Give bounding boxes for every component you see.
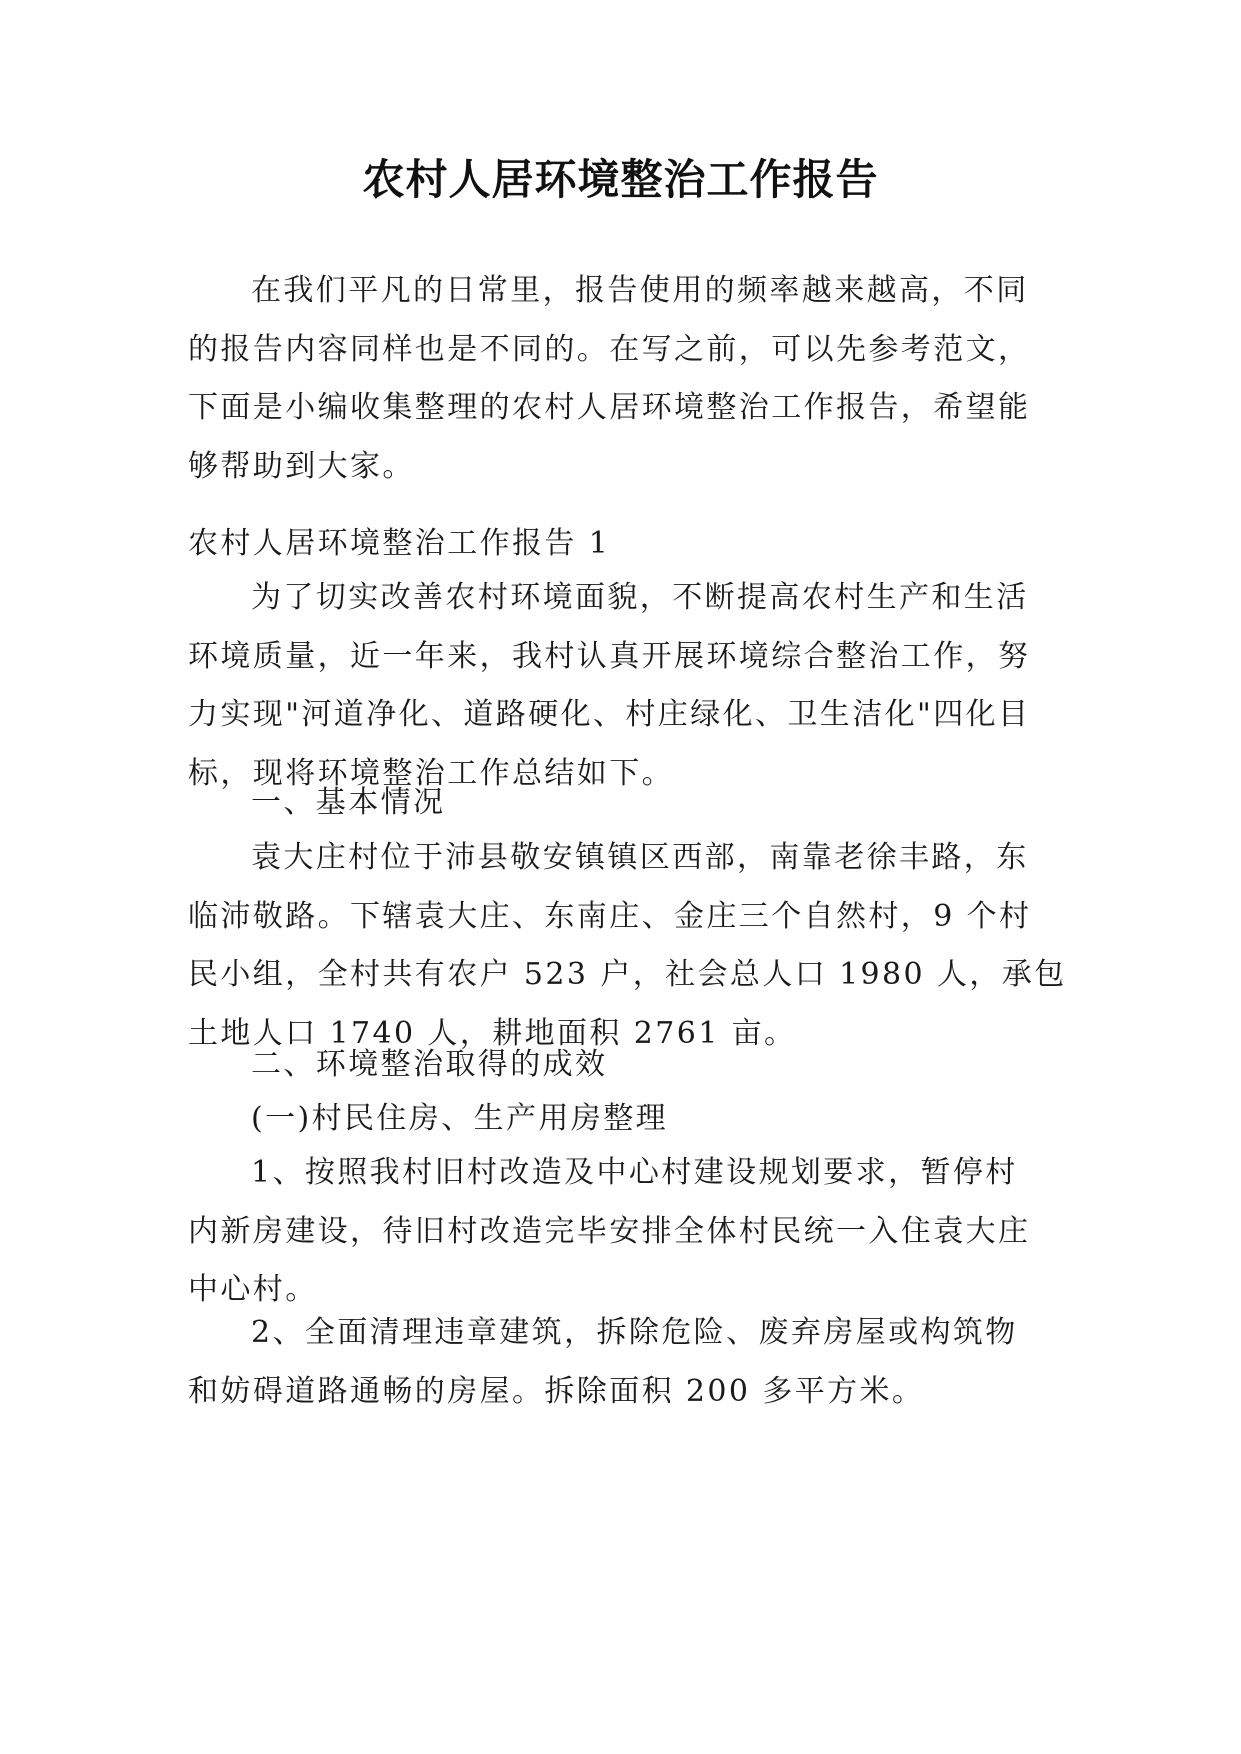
heading-results-text: 二、环境整治取得的成效 bbox=[251, 1047, 608, 1082]
p1-line-3: 力实现"河道净化、道路硬化、村庄绿化、卫生洁化"四化目 bbox=[188, 697, 1031, 732]
heading-housing bbox=[188, 1090, 1056, 1149]
p2-line-1: 袁大庄村位于沛县敬安镇镇区西部，南靠老徐丰路，东 bbox=[251, 840, 1029, 875]
paragraph-4 bbox=[188, 1304, 1056, 1421]
p2-line-4: 土地人口 1740 人，耕地面积 2761 亩。 bbox=[188, 1015, 797, 1051]
heading-basic-info bbox=[188, 774, 1056, 833]
section-title-text: 农村人居环境整治工作报告 1 bbox=[188, 526, 611, 561]
heading-basic-info-text: 一、基本情况 bbox=[251, 785, 446, 820]
paragraph-1 bbox=[188, 569, 1056, 803]
p1-line-2: 环境质量，近一年来，我村认真开展环境综合整治工作，努 bbox=[188, 638, 1031, 674]
p2-line-2: 临沛敬路。下辖袁大庄、东南庄、金庄三个自然村，9 个村 bbox=[188, 898, 1032, 934]
p3-line-3: 中心村。 bbox=[188, 1272, 318, 1307]
p3-line-2: 内新房建设，待旧村改造完毕安排全体村民统一入住袁大庄 bbox=[188, 1213, 1031, 1249]
intro-line-4: 够帮助到大家。 bbox=[188, 448, 415, 484]
paragraph-3 bbox=[188, 1144, 1056, 1320]
section-title bbox=[188, 515, 1056, 574]
intro-line-1: 在我们平凡的日常里，报告使用的频率越来越高，不同 bbox=[251, 273, 1029, 308]
p4-line-1: 2、全面清理违章建筑，拆除危险、废弃房屋或构筑物 bbox=[251, 1315, 1018, 1350]
intro-paragraph bbox=[188, 262, 1056, 496]
paragraph-2 bbox=[188, 829, 1067, 1063]
document-title: 农村人居环境整治工作报告 bbox=[362, 155, 879, 204]
p1-line-4: 标，现将环境整治工作总结如下。 bbox=[188, 755, 674, 791]
p1-line-1: 为了切实改善农村环境面貌，不断提高农村生产和生活 bbox=[251, 580, 1029, 615]
p2-line-3: 民小组，全村共有农户 523 户，社会总人口 1980 人，承包 bbox=[188, 957, 1067, 992]
heading-results bbox=[188, 1036, 1056, 1095]
intro-line-2: 的报告内容同样也是不同的。在写之前，可以先参考范文， bbox=[188, 331, 1031, 367]
heading-housing-text: (一)村民住房、生产用房整理 bbox=[251, 1101, 669, 1136]
p4-line-2: 和妨碍道路通畅的房屋。拆除面积 200 多平方米。 bbox=[188, 1373, 925, 1409]
p3-line-1: 1、按照我村旧村改造及中心村建设规划要求，暂停村 bbox=[251, 1155, 1018, 1190]
intro-line-3: 下面是小编收集整理的农村人居环境整治工作报告，希望能 bbox=[188, 390, 1031, 425]
